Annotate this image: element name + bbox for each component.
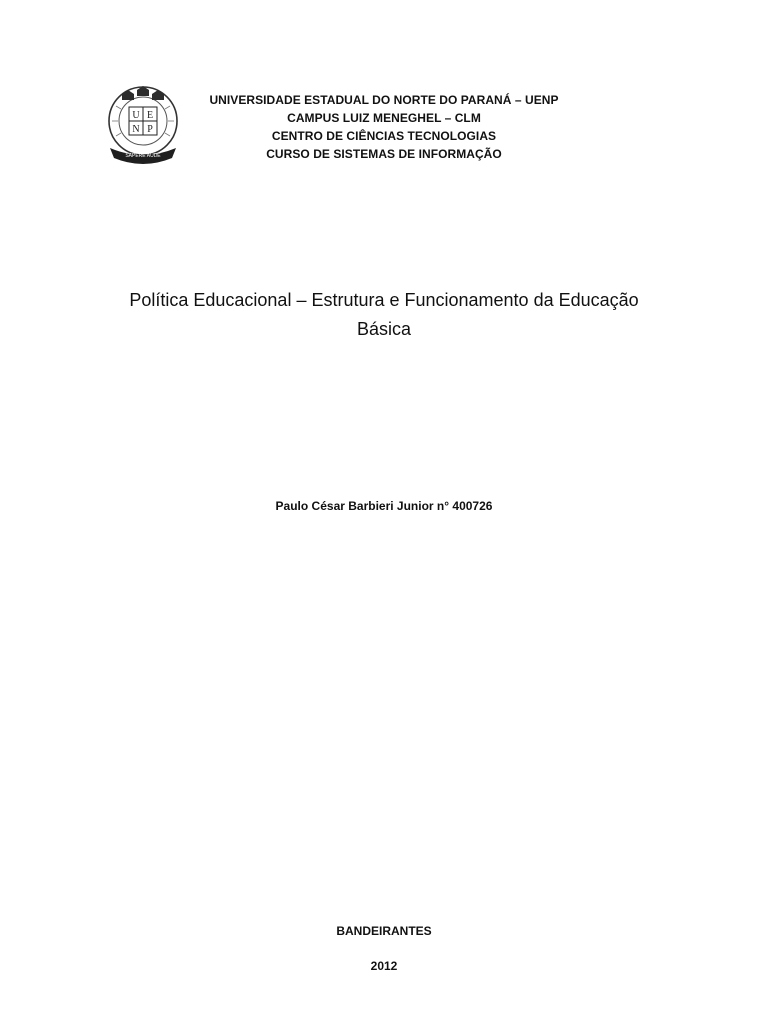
city-name: BANDEIRANTES — [336, 924, 432, 938]
seal-letter-n: N — [132, 124, 140, 135]
seal-motto: SAPERE AUDE — [125, 153, 161, 159]
document-title — [90, 286, 678, 344]
university-name: UNIVERSIDADE ESTADUAL DO NORTE DO PARANÁ – UENP — [209, 93, 559, 107]
institution-header — [120, 91, 648, 163]
course-name: CURSO DE SISTEMAS DE INFORMAÇÃO — [266, 147, 502, 161]
seal-letter-e: E — [146, 110, 154, 121]
campus-name: CAMPUS LUIZ MENEGHEL – CLM — [287, 111, 481, 125]
title-line-1: Política Educacional – Estrutura e Funcionamento da Educação — [129, 290, 639, 310]
author-name: Paulo César Barbieri Junior n° 400726 — [275, 499, 493, 513]
seal-letter-u: U — [132, 110, 140, 121]
seal-letter-p: P — [147, 124, 153, 135]
center-name: CENTRO DE CIÊNCIAS TECNOLOGIAS — [271, 129, 497, 143]
publication-year: 2012 — [370, 959, 398, 973]
title-line-2: Básica — [356, 319, 412, 339]
